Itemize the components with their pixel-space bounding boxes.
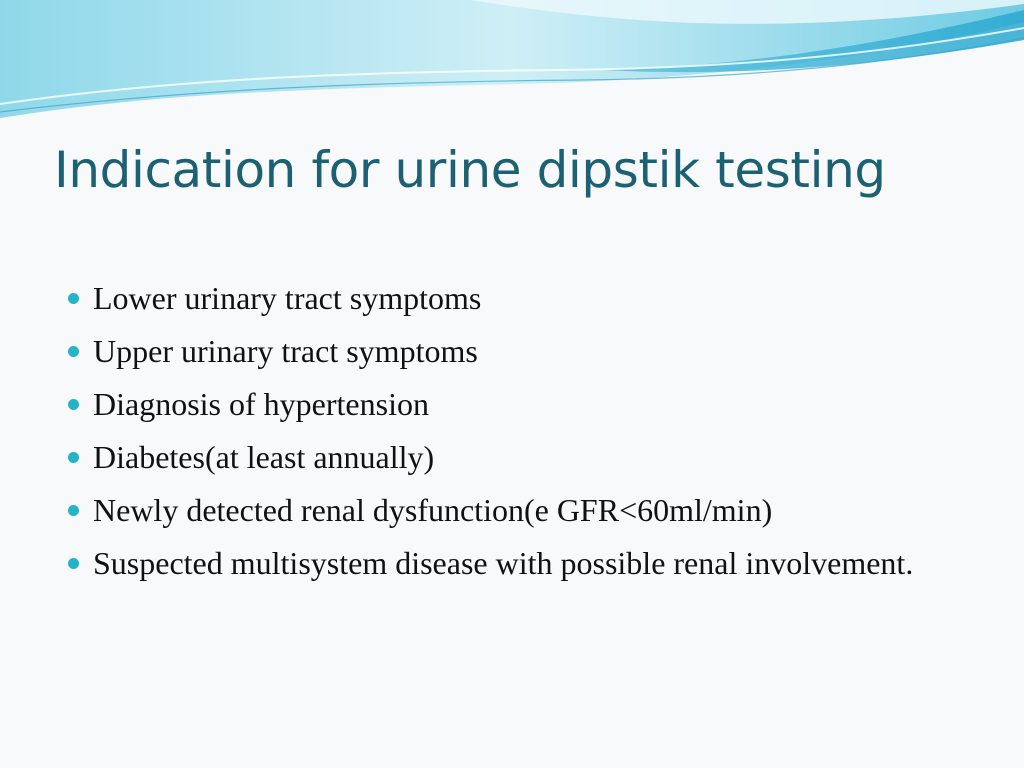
bullet-text: Lower urinary tract symptoms (93, 280, 482, 316)
bullet-item (64, 329, 944, 374)
bullet-dot-icon (68, 452, 79, 463)
bullet-item (64, 382, 944, 427)
bullet-list (64, 276, 944, 594)
bullet-dot-icon (68, 505, 79, 516)
bullet-dot-icon (68, 558, 79, 569)
bullet-dot-icon (68, 346, 79, 357)
bullet-dot-icon (68, 293, 79, 304)
header-wave-decoration (0, 0, 1024, 130)
bullet-text: Suspected multisystem disease with possible renal involvement. (93, 545, 914, 581)
bullet-text: Diagnosis of hypertension (93, 386, 429, 422)
bullet-dot-icon (68, 399, 79, 410)
bullet-item (64, 488, 944, 533)
bullet-text: Newly detected renal dysfunction(e GFR<60ml/min) (93, 492, 773, 528)
bullet-text: Upper urinary tract symptoms (93, 333, 478, 369)
bullet-item (64, 435, 944, 480)
bullet-item (64, 276, 944, 321)
bullet-text: Diabetes(at least annually) (93, 439, 435, 475)
bullet-item (64, 541, 944, 586)
slide-title: Indication for urine dipstik testing (54, 141, 886, 199)
